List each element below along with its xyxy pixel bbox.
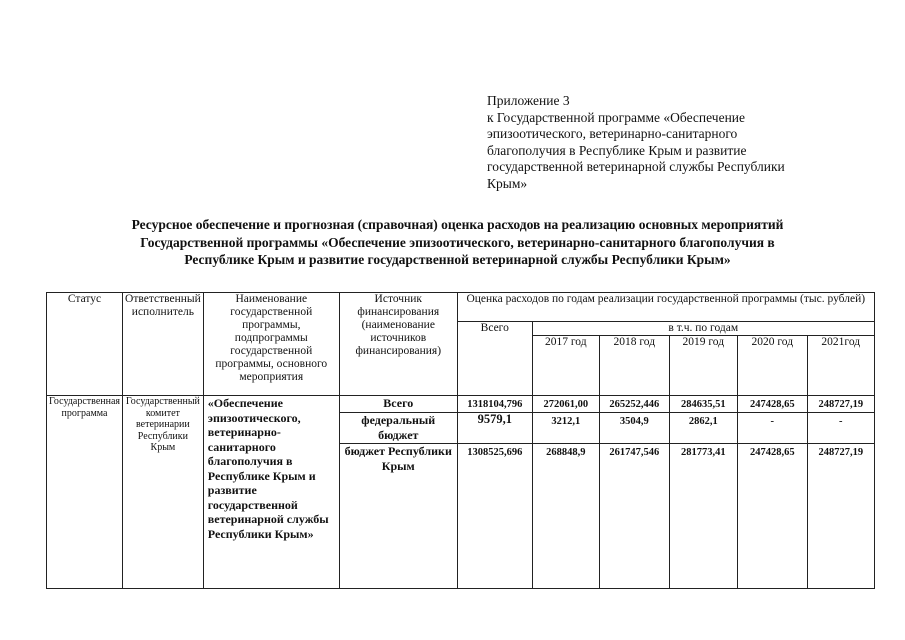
appendix-line: Приложение 3 [487,93,570,108]
cell-status: Государственная программа [47,396,123,589]
resources-table [46,292,875,589]
cell-2018-federal: 3504,9 [599,413,669,444]
title-line: Республике Крым и развитие государственной ветеринарной службы Республики Крым» [184,252,731,267]
header-year-2021: 2021год [807,336,874,396]
header-by-years: в т.ч. по годам [532,322,874,336]
header-status: Статус [47,293,123,396]
header-executor: Ответственный исполнитель [123,293,204,396]
cell-2018-regional: 261747,546 [599,444,669,589]
cell-2020-federal: - [737,413,807,444]
header-year-2017: 2017 год [532,336,599,396]
appendix-line: к Государственной программе «Обеспечение [487,109,746,125]
appendix-line: благополучия в Республике Крым и развитие [487,142,747,158]
cell-2017-all: 272061,00 [532,396,599,413]
cell-2021-federal: - [807,413,874,444]
header-total: Всего [457,322,532,396]
cell-2018-all: 265252,446 [599,396,669,413]
appendix-line: Крым» [487,175,528,191]
document-title [60,216,855,269]
cell-2019-federal: 2862,1 [669,413,737,444]
cell-program-name: «Обеспечение эпизоотического, ветеринарно-санитарного благополучия в Республике Крым и развитие государственной ветеринарной службы Республики Крым» [203,396,339,589]
cell-source-regional: бюджет Республики Крым [339,444,457,589]
title-line: Государственной программы «Обеспечение эпизоотического, ветеринарно-санитарного благополучия в [140,234,775,250]
cell-2021-regional: 248727,19 [807,444,874,589]
header-estimate: Оценка расходов по годам реализации государственной программы (тыс. рублей) [457,293,874,322]
appendix-line: эпизоотического, ветеринарно-санитарного [487,126,738,141]
cell-2019-all: 284635,51 [669,396,737,413]
header-year-2019: 2019 год [669,336,737,396]
cell-total-all: 1318104,796 [457,396,532,413]
cell-executor: Государственный комитет ветеринарии Республики Крым [123,396,204,589]
header-name: Наименование государственной программы, подпрограммы государственной программы, основного мероприятия [203,293,339,396]
cell-source-federal: федеральный бюджет [339,413,457,444]
title-line: Ресурсное обеспечение и прогнозная (справочная) оценка расходов на реализацию основных мероприятий [131,217,784,232]
cell-2021-all: 248727,19 [807,396,874,413]
header-source: Источник финансирования (наименование источников финансирования) [339,293,457,396]
header-year-2018: 2018 год [599,336,669,396]
cell-2020-regional: 247428,65 [737,444,807,589]
cell-source-total: Всего [339,396,457,413]
header-year-2020: 2020 год [737,336,807,396]
cell-total-federal: 9579,1 [457,413,532,444]
appendix-line: государственной ветеринарной службы Республики [487,159,785,174]
cell-2019-regional: 281773,41 [669,444,737,589]
table-row-total [47,396,875,413]
cell-2017-regional: 268848,9 [532,444,599,589]
cell-2017-federal: 3212,1 [532,413,599,444]
cell-total-regional: 1308525,696 [457,444,532,589]
cell-2020-all: 247428,65 [737,396,807,413]
appendix-header [487,93,867,192]
